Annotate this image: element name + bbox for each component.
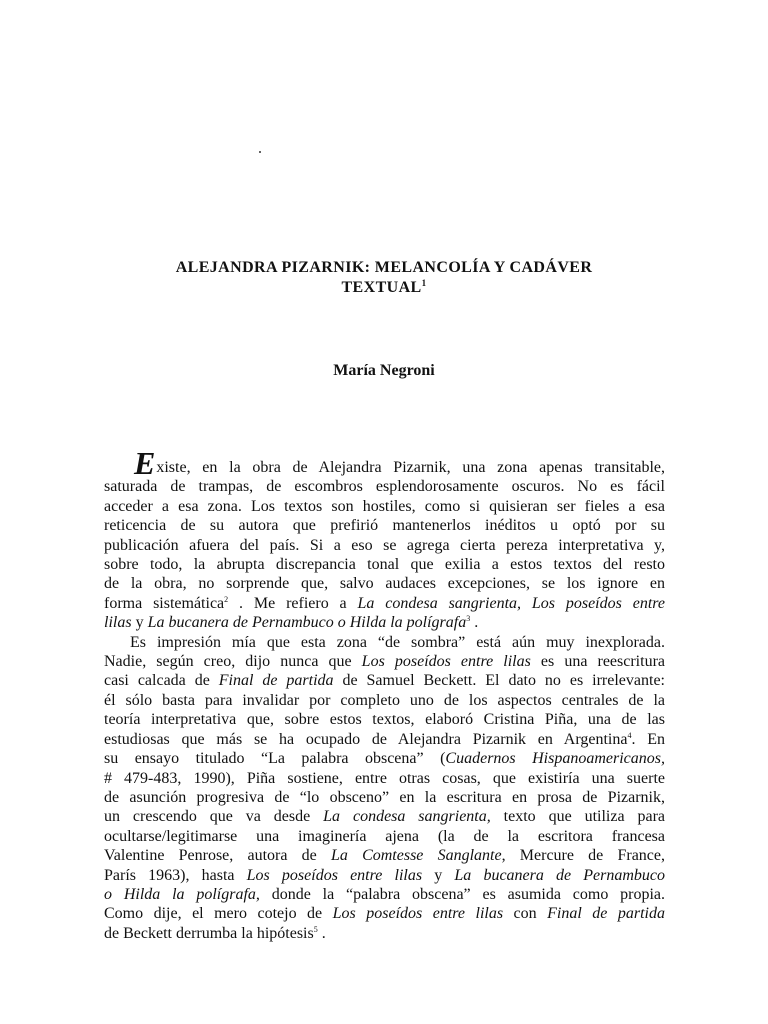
body-line <box>104 904 665 923</box>
italic-title: Final de partida <box>547 905 665 923</box>
italic-title: o Hilda la polígrafa, <box>104 885 260 903</box>
body-line <box>104 594 665 613</box>
body-line <box>104 749 665 768</box>
line-text: París 1963), hasta <box>104 866 247 884</box>
title-line-2 <box>100 278 668 298</box>
scan-speck <box>259 151 261 153</box>
body-line <box>104 613 665 632</box>
line-text: estudiosas que más se ha ocupado de Alejandra Pizarnik en Argentina <box>104 730 628 748</box>
article-title <box>100 258 668 298</box>
italic-title: lilas <box>104 614 132 632</box>
paragraph-1 <box>104 445 665 633</box>
body-line: saturada de trampas, de escombros esplendorosamente oscuros. No es fácil <box>104 478 665 496</box>
line-text: de Beckett derrumba la hipótesis <box>104 924 314 942</box>
line-text: un crescendo que va desde <box>104 808 324 826</box>
line-text: y <box>422 866 455 884</box>
italic-title: La condesa sangrienta, Los poseídos entre <box>357 594 665 612</box>
body-line <box>104 730 665 749</box>
line-text: , Mercure de France, <box>501 847 666 865</box>
line-text: donde la “palabra obscena” es asumida como propia. <box>259 885 666 903</box>
title-line-2-text: TEXTUAL <box>341 279 422 296</box>
line-text: Nadie, según creo, dijo nunca que <box>104 653 362 671</box>
line-text: texto que utiliza para <box>490 808 666 826</box>
body-line: acceder a esa zona. Los textos son hostiles, como si quisieran ser fieles a esa <box>104 497 665 515</box>
body-line <box>104 445 665 481</box>
line-text: forma sistemática <box>104 594 225 612</box>
body-line: # 479-483, 1990), Piña sostiene, entre otras cosas, que existiría una suerte <box>104 769 665 787</box>
body-line <box>104 807 665 826</box>
title-footnote-marker: 1 <box>421 278 427 288</box>
italic-title: Final de partida <box>218 672 334 690</box>
italic-title: Los poseídos entre lilas <box>361 653 531 671</box>
body-line: publicación afuera del país. Si a eso se agrega cierta pereza interpretativa y, <box>104 536 665 554</box>
title-line-1: ALEJANDRA PIZARNIK: MELANCOLÍA Y CADÁVER <box>175 259 593 276</box>
body-line: reticencia de su autora que prefirió mantenerlos inéditos u optó por su <box>104 517 665 535</box>
italic-title: La bucanera de Pernambuco o Hilda la polígrafa <box>147 614 467 632</box>
footnote-marker-2: 2 <box>224 594 229 604</box>
footnote-marker-3: 3 <box>466 614 471 624</box>
body-line <box>104 885 665 904</box>
body-line: él sólo basta para invalidar por completo uno de los aspectos centrales de la <box>104 691 665 709</box>
body-line: de la obra, no sorprende que, salvo audaces excepciones, se los ignore en <box>104 575 665 593</box>
italic-title: Cuadernos Hispanoamericanos, <box>445 750 666 768</box>
line-text: de Samuel Beckett. El dato no es irrelevante: <box>333 672 665 690</box>
footnote-marker-5: 5 <box>313 924 318 934</box>
body-line <box>104 924 665 943</box>
line-text: con <box>503 905 548 923</box>
italic-title: La Comtesse Sanglante <box>330 847 502 865</box>
body-line: teoría interpretativa que, sobre estos textos, elaboró Cristina Piña, una de las <box>104 711 665 729</box>
footnote-marker-4: 4 <box>627 730 632 740</box>
line-text: . <box>470 614 479 632</box>
line-text: . <box>317 924 326 942</box>
line-text: . Me refiero a <box>228 594 358 612</box>
italic-title: La bucanera de Pernambuco <box>454 866 666 884</box>
body-line: sobre todo, la abrupta discrepancia tonal que exilia a estos textos del resto <box>104 556 665 574</box>
line-text: . En <box>631 730 665 748</box>
line-text: casi calcada de <box>104 672 219 690</box>
body-line <box>104 652 665 671</box>
italic-title: Los poseídos entre lilas <box>332 905 504 923</box>
line-text: Como dije, el mero cotejo de <box>104 905 333 923</box>
body-line: ocultarse/legitimarse una imaginería ajena (la de la escritora francesa <box>104 827 665 845</box>
line-text: xiste, en la obra de Alejandra Pizarnik, una zona apenas transitable, <box>156 459 665 476</box>
body-line <box>104 866 665 885</box>
body-line <box>104 846 665 865</box>
body-line <box>104 671 665 690</box>
italic-title: La condesa sangrienta, <box>323 808 491 826</box>
line-text: Valentine Penrose, autora de <box>104 847 331 865</box>
author-name: María Negroni <box>333 362 435 379</box>
italic-title: Los poseídos entre lilas <box>246 866 423 884</box>
drop-cap: E <box>134 445 156 481</box>
line-text: es una reescritura <box>530 653 666 671</box>
body-line: de asunción progresiva de “lo obsceno” en la escritura en prosa de Pizarnik, <box>104 788 665 806</box>
line-text: y <box>131 614 148 632</box>
paragraph-2 <box>104 633 665 944</box>
article-body <box>104 445 666 943</box>
body-line: Es impresión mía que esta zona “de sombra” está aún muy inexplorada. <box>130 633 665 651</box>
line-text: su ensayo titulado “La palabra obscena” ( <box>104 750 446 768</box>
